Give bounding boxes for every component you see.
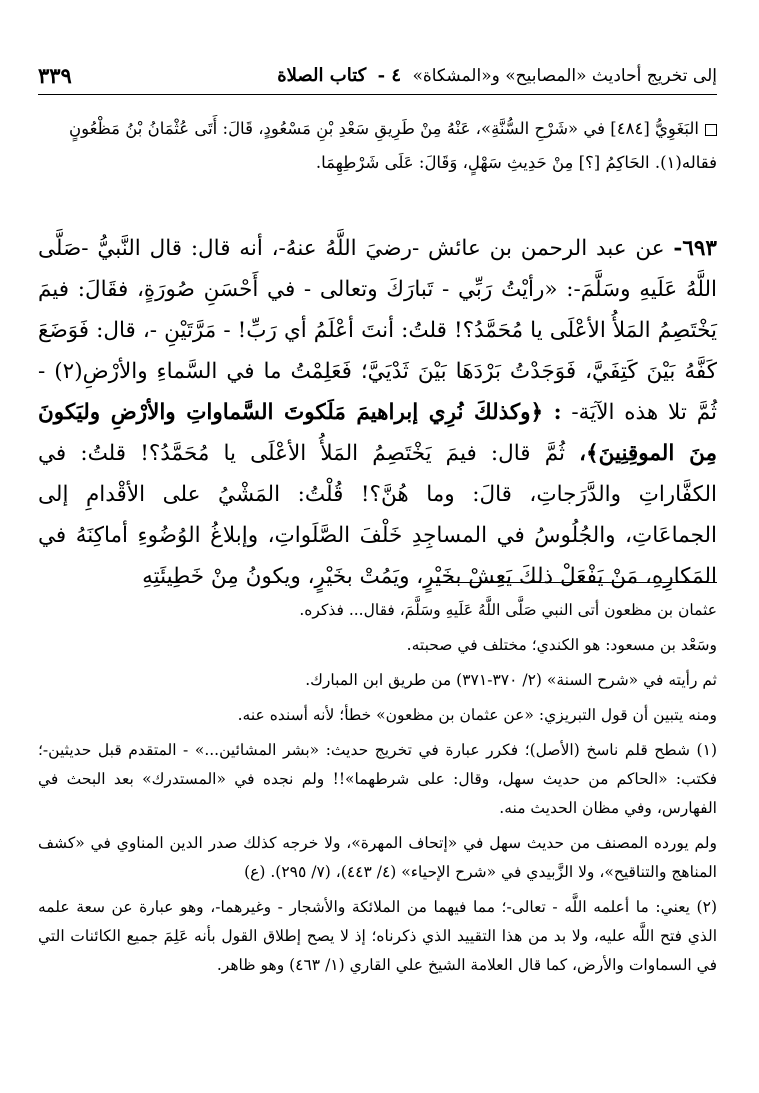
hadith-body <box>38 228 717 597</box>
page-header <box>38 58 717 92</box>
note-paragraph: ومنه يتبين أن قول التبريزي: «عن عثمان بن مظعون» خطأ؛ لأنه أسنده عنه. <box>237 706 717 724</box>
square-marker-icon <box>705 124 717 136</box>
hadith-text-continued: ثُمَّ قال: فيمَ يَخْتَصِمُ المَلأُ الأعْلَى يا مُحَمَّدُ؟! قلتُ: في الكفَّاراتِ والدَّرَجاتِ، قالَ: وما هُنَّ؟! قُلْتُ: المَشْيُ على الأقْدامِ إلى الجماعَاتِ، والجُلُوسُ في المساجِدِ خَلْفَ الصَّلَواتِ، وإبلاغُ الوُضُوءِ أماكِنَهُ في المَكارِهِ، مَنْ يَفْعَلْ ذلكَ يَعِشْ بخَيْرٍ، ويَمُتْ بخَيْرٍ، ويكونُ مِنْ خَطِيئَتِهِ <box>38 441 717 589</box>
note-paragraph: وسَعْد بن مسعود: هو الكندي؛ مختلف في صحبته. <box>406 636 717 654</box>
footnote-1: (١) شطح قلم ناسخ (الأصل)؛ فكرر عبارة في تخريج حديث: «بشر المشائين...» - المتقدم قبل حديثين-؛ فكتب: «الحاكم من حديث سهل، وقال: على شرطهما»!! ولم نجده في «المستدرك» بعد البحث في الفهارس، وفي مظان الحديث منه. <box>38 741 717 817</box>
book-reference: إلى تخريج أحاديث «المصابيح» و«المشكاة» <box>412 65 717 86</box>
hadith-text: عن عبد الرحمن بن عائش -رضيَ اللَّهُ عنهُ-، أنه قال: قال النَّبيُّ -صَلَّى اللَّهُ عَلَيهِ وسَلَّمَ-: «رأيْتُ رَبِّي - تَبارَكَ وتعالى - في أَحْسَنِ صُورَةٍ، فقَالَ: فيمَ يَخْتَصِمُ المَلأُ الأعْلَى يا مُحَمَّدُ؟! قلتُ: أنتَ أعْلَمُ أي رَبِّ! - مَرَّتَيْنِ -، قال: فَوَضَعَ كَفَّهُ بَيْنَ كَتِفَيَّ، فَوَجَدْتُ بَرْدَهَا بَيْنَ ثَدْيَيَّ؛ فَعَلِمْتُ ما في السَّماءِ والأرْضِ(٢) - ثُمَّ تلا هذه الآيَة- <box>38 236 717 425</box>
running-title <box>277 65 717 86</box>
footnote-1-continued: ولم يورده المصنف من حديث سهل في «إتحاف المهرة»، ولا خرجه كذلك صدر الدين المناوي في «كشف المناهج والتناقيح»، ولا الزَّبيدي في «شرح الإحياء» (٤/ ٤٤٣)، (٧/ ٢٩٥). (ع) <box>38 834 717 881</box>
intro-line-1: البَغَوِيُّ [٤٨٤] في «شَرْحِ السُّنَّةِ»، عَنْهُ مِنْ طَرِيقِ سَعْدِ بْنِ مَسْعُودٍ، قَالَ: أَتَى عُثْمَانُ بْنُ مَظْعُونٍ <box>68 119 699 138</box>
chapter-title: كتاب الصلاة <box>277 64 367 86</box>
footnote-divider <box>433 582 717 583</box>
chapter-number: ٤ - <box>377 64 402 86</box>
header-divider <box>38 94 717 95</box>
intro-line-2: فقاله(١). الحَاكِمُ [؟] مِنْ حَدِيثِ سَهْلٍ، وَقَالَ: عَلَى شَرْطِهِمَا. <box>315 153 717 172</box>
footnote-2: (٢) يعني: ما أعلمه اللَّه - تعالى-؛ مما فيهما من الملائكة والأشجار - وغيرهما-، وهو عبارة عن سعة علمه الذي فتح اللَّه عليه، ولا بد من هذا التقييد الذي ذكرناه؛ إذ لا يصح إطلاق القول بأنه عَلِمَ جميع الكائنات التي في السماوات والأرض، كما قال العلامة الشيخ علي القاري (١/ ٤٦٣) وهو ظاهر. <box>38 898 717 974</box>
note-paragraph: عثمان بن مظعون أتى النبي صَلَّى اللَّهُ عَلَيهِ وسَلَّمَ، فقال... فذكره. <box>299 601 717 619</box>
hadith-number: ٦٩٣- <box>673 236 717 261</box>
page-number: ٣٣٩ <box>38 62 72 88</box>
footnotes <box>38 596 717 986</box>
quran-verse: : ﴿وكذلكَ نُرِي إبراهيمَ مَلَكوتَ السَّماواتِ والأرْضِ وليَكونَ مِنَ الموقِنِينَ﴾، <box>38 400 717 466</box>
takhrij-intro <box>38 112 717 180</box>
note-paragraph: ثم رأيته في «شرح السنة» (٢/ ٣٧٠-٣٧١) من طريق ابن المبارك. <box>305 671 717 689</box>
